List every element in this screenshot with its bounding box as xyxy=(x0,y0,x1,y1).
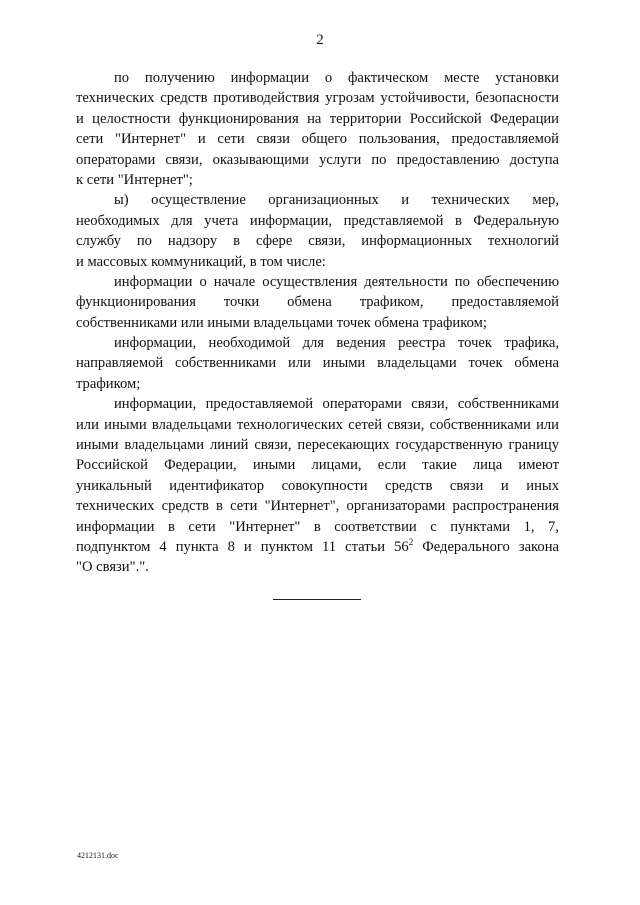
text-line-with-superscript xyxy=(76,537,559,557)
text-line: информации в сети "Интернет" в соответствии с пунктами 1, 7, xyxy=(76,518,559,535)
text-line: к сети "Интернет"; xyxy=(76,171,193,188)
text-line: информации о начале осуществления деятельности по обеспечению xyxy=(114,273,559,290)
text-line: направляемой собственниками или иными владельцами точек обмена xyxy=(76,355,559,372)
text-segment: Федерального закона xyxy=(413,538,559,555)
closing-divider xyxy=(273,599,361,600)
document-file-code: 4212131.doc xyxy=(77,851,119,860)
text-line: сети "Интернет" и сети связи общего пользования, предоставляемой xyxy=(76,131,559,148)
text-line: информации, предоставляемой операторами связи, собственниками xyxy=(114,396,559,413)
document-body xyxy=(76,68,559,578)
text-line: уникальный идентификатор совокупности средств связи и иных xyxy=(76,477,559,494)
text-line: трафиком; xyxy=(76,375,141,392)
page-number: 2 xyxy=(316,32,324,48)
text-line: технических средств противодействия угрозам устойчивости, безопасности xyxy=(76,90,559,107)
text-line: собственниками или иными владельцами точек обмена трафиком; xyxy=(76,314,487,331)
text-line: информации, необходимой для ведения реестра точек трафика, xyxy=(114,335,559,352)
text-line: Российской Федерации, иными лицами, если такие лица имеют xyxy=(76,457,559,474)
text-line: иными владельцами линий связи, пересекающих государственную границу xyxy=(76,437,559,454)
text-line: ы) осуществление организационных и технических мер, xyxy=(114,192,559,209)
text-line: операторами связи, оказывающими услуги по предоставлению доступа xyxy=(76,151,559,168)
text-line: или иными владельцами технологических сетей связи, собственниками или xyxy=(76,416,559,433)
text-line: функционирования точки обмена трафиком, предоставляемой xyxy=(76,294,559,311)
text-line: по получению информации о фактическом месте установки xyxy=(114,70,559,86)
text-line: "О связи".". xyxy=(76,559,149,576)
text-line: технических средств в сети "Интернет", организаторами распространения xyxy=(76,498,559,515)
text-segment: подпунктом 4 пункта 8 и пунктом 11 статьи 56 xyxy=(76,538,409,555)
text-line: и массовых коммуникаций, в том числе: xyxy=(76,253,326,270)
text-line: необходимых для учета информации, представляемой в Федеральную xyxy=(76,212,559,229)
text-line: службу по надзору в сфере связи, информационных технологий xyxy=(76,233,559,250)
text-line: и целостности функционирования на территории Российской Федерации xyxy=(76,110,559,127)
article-superscript: 2 xyxy=(408,536,414,547)
